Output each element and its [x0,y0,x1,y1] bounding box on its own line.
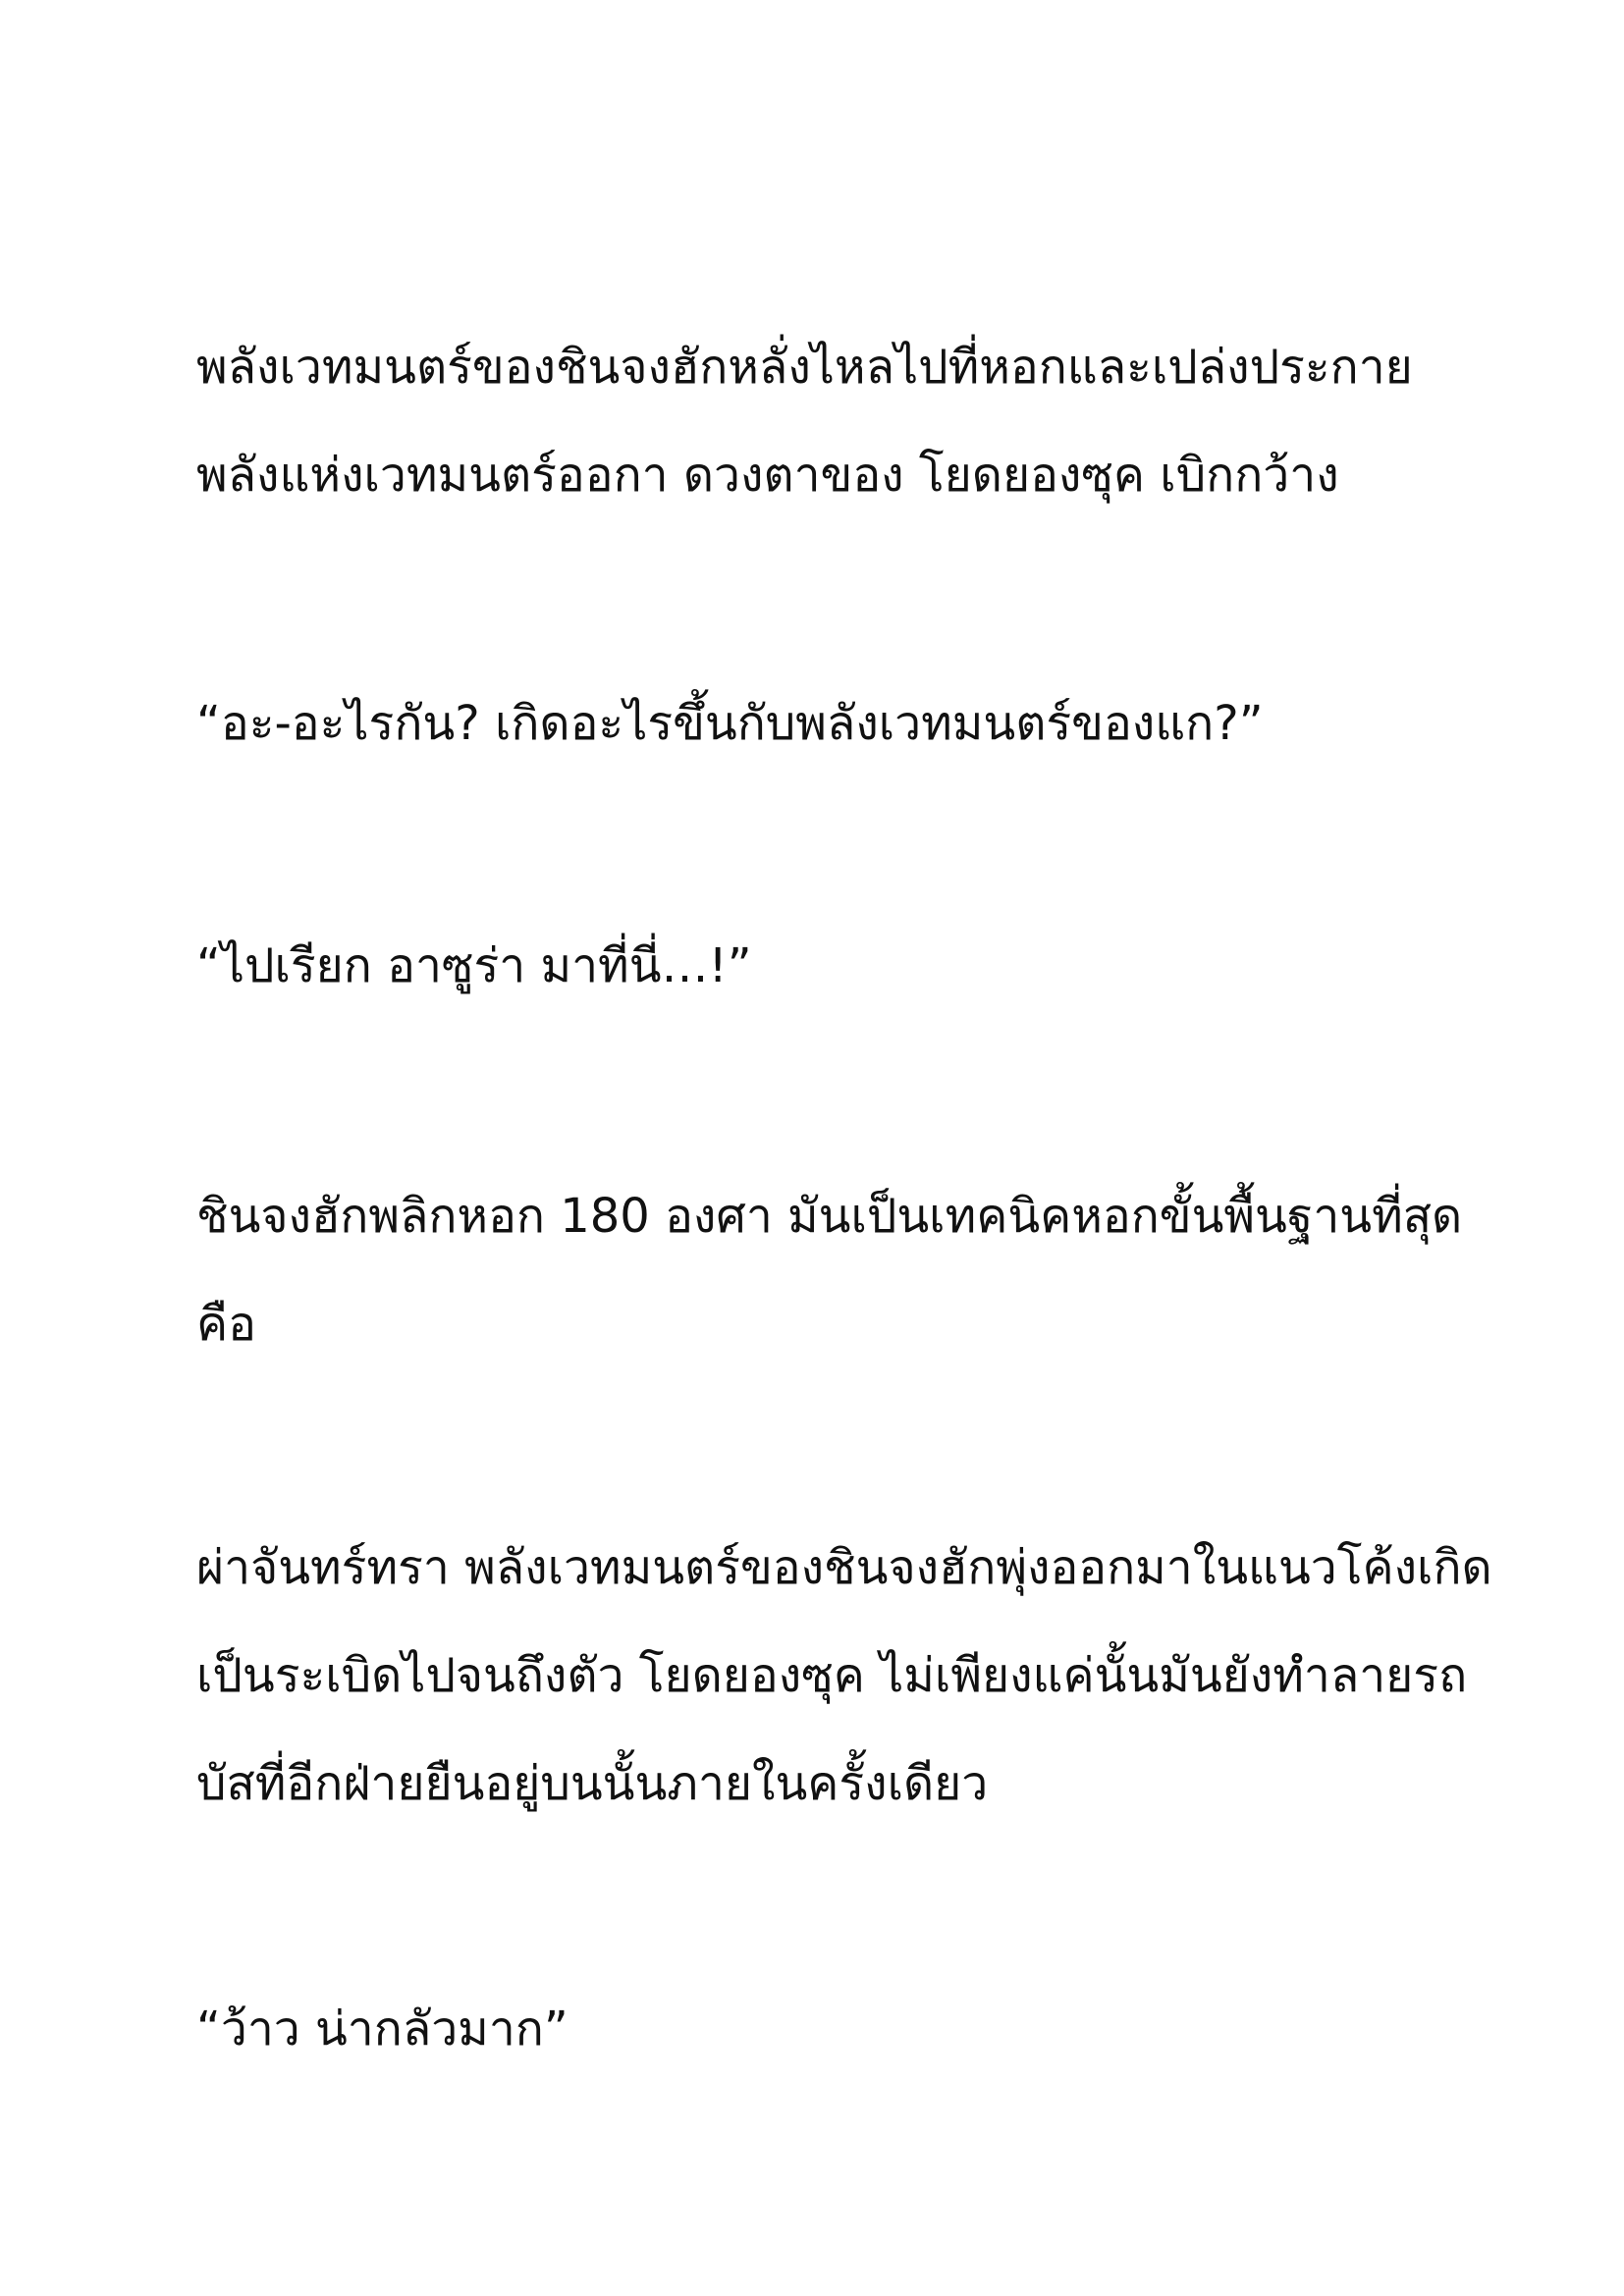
paragraph-4-line-1: ชินจงฮักพลิกหอก 180 องศา มันเป็นเทคนิคหอกขั้นพื้นฐานที่สุด [196,1189,1463,1244]
paragraph-6-line-1: “ว้าว น่ากลัวมาก” [196,2002,568,2056]
paragraph-5-line-1: ผ่าจันทร์ทรา พลังเวทมนตร์ของชินจงฮักพุ่งออกมาในแนวโค้งเกิด [196,1540,1492,1595]
paragraph-4-line-2: คือ [196,1297,256,1352]
paragraph-1-line-1: พลังเวทมนตร์ของชินจงฮักหลั่งไหลไปที่หอกและเปล่งประกาย [196,340,1413,395]
paragraph-3-line-1: “ไปเรียก อาซูร่า มาที่นี่…!” [196,938,752,993]
paragraph-2-line-1: “อะ-อะไรกัน? เกิดอะไรขึ้นกับพลังเวทมนตร์ของแก?” [196,696,1264,751]
paragraph-1-line-2: พลังแห่งเวทมนตร์ออกา ดวงตาของ โยดยองซุค เบิกกว้าง [196,448,1339,503]
paragraph-5-line-2: เป็นระเบิดไปจนถึงตัว โยดยองซุค ไม่เพียงแค่นั้นมันยังทำลายรถ [196,1648,1468,1703]
paragraph-5-line-3: บัสที่อีกฝ่ายยืนอยู่บนนั้นภายในครั้งเดียว [196,1756,989,1811]
